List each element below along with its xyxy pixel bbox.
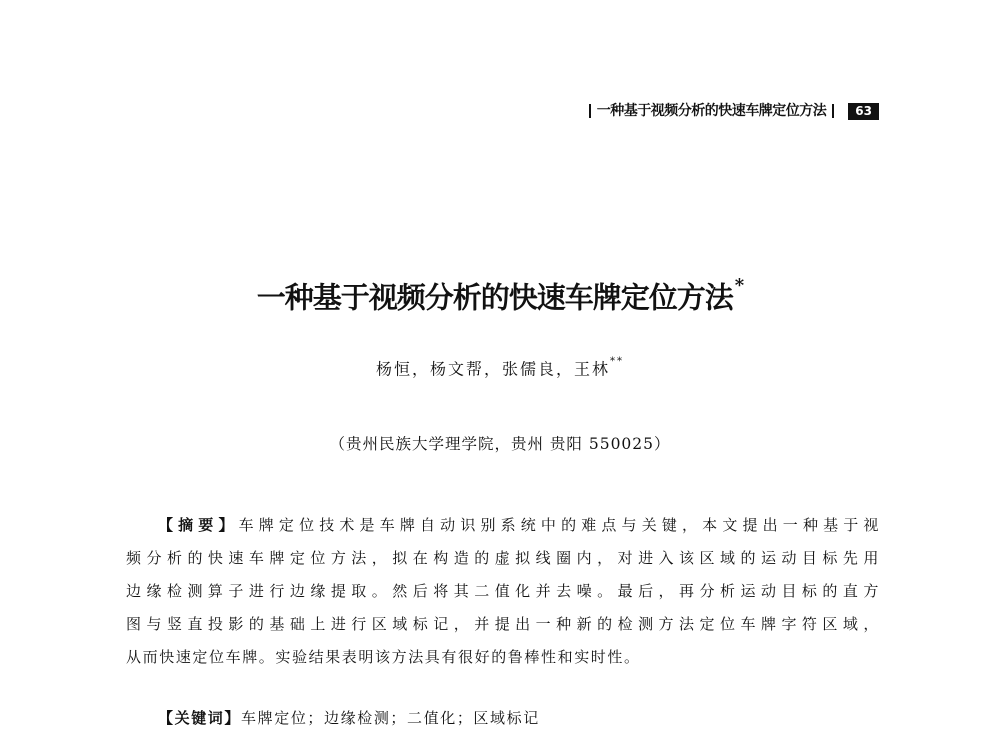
paper-title	[0, 272, 1000, 318]
abstract-line: 图与竖直投影的基础上进行区域标记，并提出一种新的检测方法定位车牌字符区域，	[126, 615, 880, 633]
page-number: 63	[848, 103, 879, 120]
affiliation: （贵州民族大学理学院，贵州 贵阳 550025）	[329, 435, 671, 453]
author-list	[0, 354, 1000, 381]
abstract-line	[126, 509, 880, 542]
abstract	[126, 509, 880, 674]
authors-text: 杨恒，杨文帮，张儒良，王林	[375, 359, 610, 379]
abstract-line: 边缘检测算子进行边缘提取。然后将其二值化并去噪。最后，再分析运动目标的直方	[126, 582, 880, 600]
abstract-line-text: 车牌定位技术是车牌自动识别系统中的难点与关键，本文提出一种基于视	[238, 516, 881, 534]
abstract-line: 从而快速定位车牌。实验结果表明该方法具有很好的鲁棒性和实时性。	[126, 648, 641, 666]
author-footnote-mark: **	[610, 356, 624, 367]
header-divider-right	[832, 104, 834, 118]
abstract-label: 【摘要】	[158, 516, 239, 534]
header-divider-left	[589, 104, 591, 118]
running-header	[583, 101, 879, 121]
title-footnote-mark: *	[734, 275, 744, 296]
keywords-text: 车牌定位；边缘检测；二值化；区域标记	[241, 709, 540, 727]
abstract-line: 频分析的快速车牌定位方法，拟在构造的虚拟线圈内，对进入该区域的运动目标先用	[126, 549, 880, 567]
running-title: 一种基于视频分析的快速车牌定位方法	[596, 103, 827, 119]
keywords	[158, 703, 540, 733]
paper-title-text: 一种基于视频分析的快速车牌定位方法	[256, 280, 733, 315]
keywords-label: 【关键词】	[158, 709, 242, 727]
